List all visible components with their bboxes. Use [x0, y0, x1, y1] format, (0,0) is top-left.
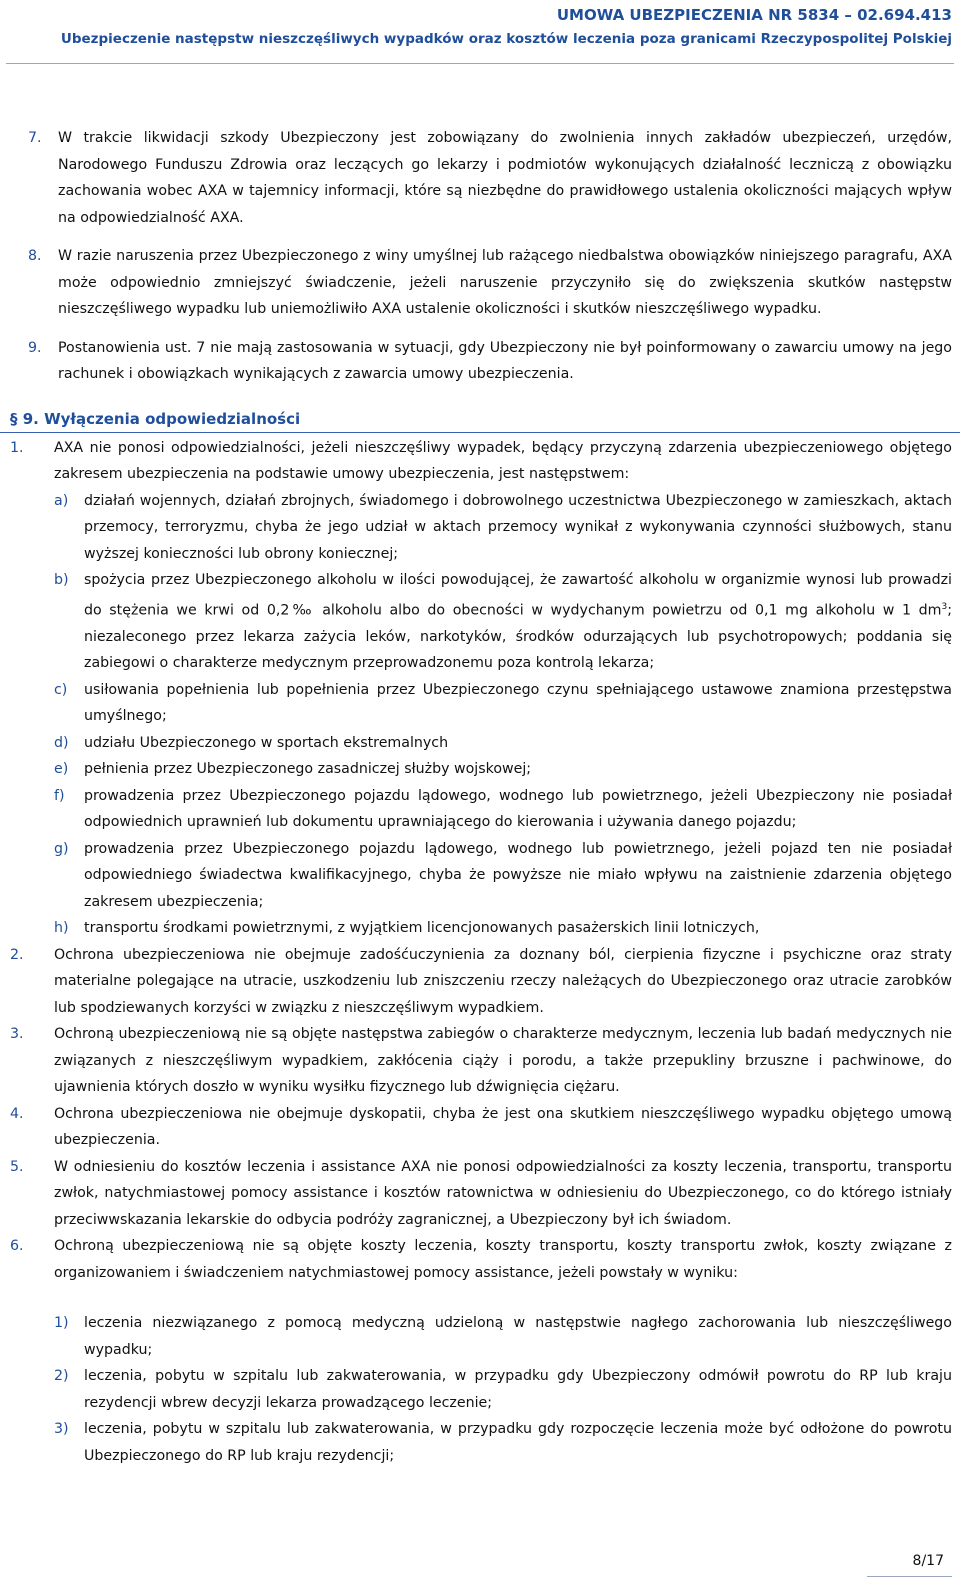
item-text: Ochroną ubezpieczeniową nie są objęte następstwa zabiegów o charakterze medycznym, leczenia lub badań medycznych nie związanych z nieszczęśliwym wypadkiem, zakłócenia ciąży i porodu, a także przepukliny brzuszne i pachwinowe, do ujawnienia których doszło w wyniku wysiłku fizycznego lub dźwignięcia ciężaru.: [54, 1026, 952, 1096]
paragraph-number: 8.: [28, 248, 42, 264]
subitem-1: [54, 1310, 952, 1363]
paragraph-number: 7.: [28, 130, 42, 146]
item-number: 4.: [10, 1105, 24, 1122]
subitem-label: 2): [54, 1368, 69, 1385]
page-number: 8/17: [912, 1553, 944, 1569]
subitem-label: c): [54, 681, 68, 698]
item-number: 3.: [10, 1026, 24, 1043]
footer-divider: [867, 1576, 952, 1577]
subitem-label: f): [54, 787, 65, 804]
document-body: [10, 125, 952, 1469]
section-divider: [0, 432, 960, 433]
item-1-subitems: [10, 488, 952, 942]
subitem-b: [54, 567, 952, 677]
subitem-text: prowadzenia przez Ubezpieczonego pojazdu lądowego, wodnego lub powietrznego, jeżeli Ubezpieczony nie posiadał odpowiednich uprawnień lub dokumentu uprawniającego do kierowania i używania danego pojazdu;: [84, 787, 952, 831]
subitem-text: leczenia, pobytu w szpitalu lub zakwaterowania, w przypadku gdy Ubezpieczony odmówił powrotu do RP lub kraju rezydencji wbrew decyzji lekarza prowadzącego leczenie;: [84, 1368, 952, 1411]
item-4: [10, 1101, 952, 1154]
item-text: Ochroną ubezpieczeniową nie są objęte koszty leczenia, koszty transportu, koszty transportu zwłok, koszty związane z organizowaniem i świadczeniem natychmiastowej pomocy assistance, jeżeli powstały w wyniku:: [54, 1238, 952, 1281]
subitem-text: leczenia, pobytu w szpitalu lub zakwaterowania, w przypadku gdy rozpoczęcie leczenia może być odłożone do powrotu Ubezpieczonego do RP lub kraju rezydencji;: [84, 1421, 952, 1464]
paragraph-8: [10, 243, 952, 323]
contract-subtitle: Ubezpieczenie następstw nieszczęśliwych wypadków oraz kosztów leczenia poza granicami Rzeczypospolitej Polskiej: [60, 31, 952, 47]
superscript: 3: [941, 601, 948, 612]
item-number: 2.: [10, 946, 24, 963]
subitem-label: h): [54, 920, 69, 937]
subitem-text: [84, 567, 952, 677]
paragraph-9: [10, 335, 952, 388]
item-text: W odniesieniu do kosztów leczenia i assistance AXA nie ponosi odpowiedzialności za koszty leczenia, transportu, transportu zwłok, natychmiastowej pomocy assistance i kosztów ratownictwa w odniesieniu do Ubezpieczonego, co do którego istniały przeciwwskazania lekarskie do odbycia podróży zagranicznej, a Ubezpieczony był ich świadom.: [54, 1158, 952, 1228]
subitem-g: [54, 836, 952, 916]
subitem-f: [54, 783, 952, 836]
subitem-label: d): [54, 734, 69, 751]
paragraph-7: [10, 125, 952, 231]
subitem-3: [54, 1416, 952, 1469]
subitem-c: [54, 677, 952, 730]
subitem-label: a): [54, 492, 69, 509]
item-number: 1.: [10, 439, 24, 456]
item-text: AXA nie ponosi odpowiedzialności, jeżeli nieszczęśliwy wypadek, będący przyczyną zdarzenia ubezpieczeniowego objętego zakresem ubezpieczenia na podstawie umowy ubezpieczenia, jest następstwem:: [54, 439, 952, 482]
document-header: [0, 4, 952, 50]
subitem-text-part: ; niezaleconego przez lekarza zażycia leków, narkotyków, środków odurzających lub psychotropowych; poddania się zabiegowi o charakterze medycznym przeprowadzonemu poza kontrolą lekarza;: [84, 602, 952, 672]
item-text: Ochrona ubezpieczeniowa nie obejmuje dyskopatii, chyba że jest ona skutkiem nieszczęśliwego wypadku objętego umową ubezpieczenia.: [54, 1105, 952, 1149]
subitem-text: usiłowania popełnienia lub popełnienia przez Ubezpieczonego czynu spełniającego ustawowe znamiona przestępstwa umyślnego;: [84, 681, 952, 725]
subitem-text: transportu środkami powietrznymi, z wyjątkiem licencjonowanych pasażerskich linii lotniczych,: [84, 920, 760, 937]
paragraph-text: Postanowienia ust. 7 nie mają zastosowania w sytuacji, gdy Ubezpieczony nie był poinformowany o zawarciu umowy na jego rachunek i obowiązkach wynikających z zawarcia umowy ubezpieczenia.: [58, 339, 952, 382]
subitem-text: pełnienia przez Ubezpieczonego zasadniczej służby wojskowej;: [84, 761, 532, 778]
paragraph-number: 9.: [28, 339, 42, 356]
item-1: [10, 435, 952, 488]
item-number: 5.: [10, 1158, 24, 1175]
subitem-text: udziału Ubezpieczonego w sportach ekstremalnych: [84, 734, 449, 751]
subitem-a: [54, 488, 952, 568]
paragraph-text: W trakcie likwidacji szkody Ubezpieczony jest zobowiązany do zwolnienia innych zakładów ubezpieczeń, urzędów, Narodowego Funduszu Zdrowia oraz leczących go lekarzy i podmiotów wykonujących działalność leczniczą z obowiązku zachowania wobec AXA w tajemnicy informacji, które są niezbędne do prawidłowego ustalenia okoliczności mających wpływ na odpowiedzialność AXA.: [58, 130, 952, 226]
item-number: 6.: [10, 1238, 24, 1255]
subitem-text: działań wojennych, działań zbrojnych, świadomego i dobrowolnego uczestnictwa Ubezpieczonego w zamieszkach, aktach przemocy, terroryzmu, chyba że jego udział w aktach przemocy wynikał z wykonywania czynności służbowych, stanu wyższej konieczności lub obrony koniecznej;: [84, 492, 952, 562]
paragraph-text: W razie naruszenia przez Ubezpieczonego z winy umyślnej lub rażącego niedbalstwa obowiązków niniejszego paragrafu, AXA może odpowiednio zmniejszyć świadczenie, jeżeli naruszenie przyczyniło się do zwiększenia skutków następstw nieszczęśliwego wypadku lub uniemożliwiło AXA ustalenie okoliczności i skutków nieszczęśliwego wypadku.: [58, 248, 952, 317]
item-6: [10, 1233, 952, 1286]
subitem-label: b): [54, 572, 69, 588]
subitem-h: [54, 915, 952, 942]
section-title: 9. Wyłączenia odpowiedzialności: [22, 409, 301, 428]
item-5: [10, 1154, 952, 1234]
item-3: [10, 1021, 952, 1101]
item-text: Ochrona ubezpieczeniowa nie obejmuje zadośćuczynienia za doznany ból, cierpienia fizyczne i psychiczne oraz straty materialne polegające na utracie, uszkodzeniu lub zniszczeniu rzeczy należących do Ubezpieczonego oraz utracie zarobków lub spodziewanych korzyści w związku z nieszczęśliwym wypadkiem.: [54, 946, 952, 1016]
subitem-e: [54, 756, 952, 783]
subitem-2: [54, 1363, 952, 1416]
section-symbol: §: [10, 409, 18, 428]
subitem-text: leczenia niezwiązanego z pomocą medyczną udzieloną w następstwie nagłego zachorowania lub nieszczęśliwego wypadku;: [84, 1315, 952, 1358]
section-heading: [10, 410, 952, 428]
subitem-text-part: spożycia przez Ubezpieczonego alkoholu w ilości powodującej, że zawartość alkoholu w organizmie wynosi lub prowadzi do stężenia we krwi od 0,2‰ alkoholu albo do obecności w wydychanym powietrzu od 0,1 mg alkoholu w 1 dm: [84, 572, 952, 619]
contract-title: UMOWA UBEZPIECZENIA NR 5834 – 02.694.413: [556, 6, 952, 24]
header-divider: [6, 63, 954, 64]
subitem-label: 3): [54, 1421, 69, 1438]
subitem-label: g): [54, 840, 69, 857]
item-2: [10, 942, 952, 1022]
subitem-label: e): [54, 761, 69, 778]
subitem-d: [54, 730, 952, 757]
subitem-text: prowadzenia przez Ubezpieczonego pojazdu lądowego, wodnego lub powietrznego, jeżeli pojazd ten nie posiadał odpowiedniego świadectwa kwalifikacyjnego, chyba że powyższe nie miało wpływu na zaistnienie zdarzenia objętego zakresem ubezpieczenia;: [84, 840, 952, 910]
subitem-label: 1): [54, 1315, 69, 1332]
item-6-subitems: [10, 1310, 952, 1469]
